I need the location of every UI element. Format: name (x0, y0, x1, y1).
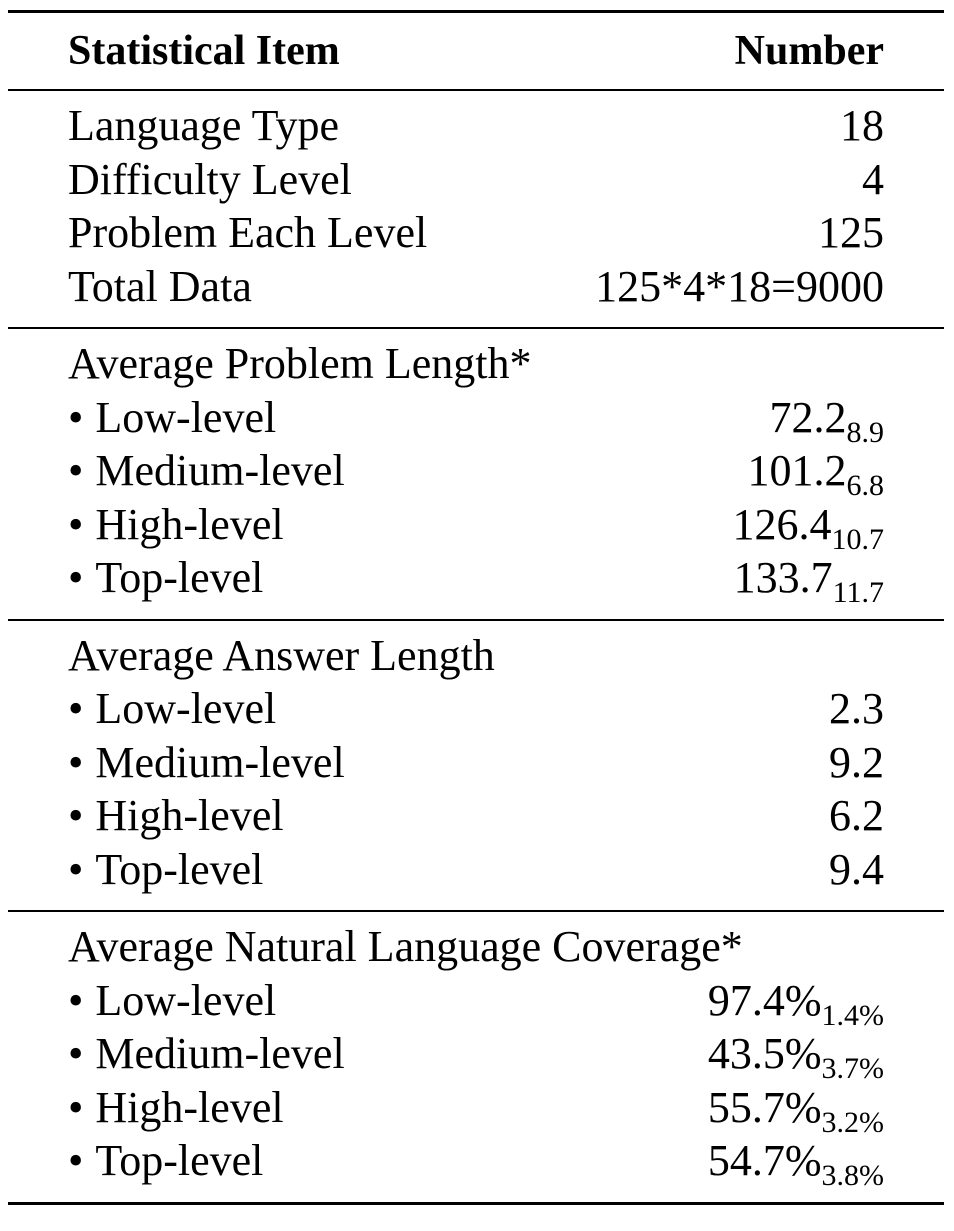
table-row (8, 498, 944, 556)
row-label: High-level (95, 499, 284, 549)
row-std: 8.9 (846, 415, 884, 449)
row-std: 3.7% (821, 1052, 884, 1085)
section-title-row (8, 920, 944, 974)
nl-coverage-section (8, 912, 944, 1202)
row-value: 126.4 (732, 499, 832, 549)
section-title-row (8, 629, 944, 683)
bullet: • (68, 392, 84, 442)
table-row (8, 1081, 944, 1139)
bullet: • (68, 791, 84, 840)
row-std: 6.8 (846, 469, 884, 502)
row-std: 11.7 (832, 576, 884, 609)
bullet: • (68, 499, 84, 549)
table-row (8, 153, 944, 207)
answer-length-section (8, 621, 944, 911)
row-label: Medium-level (95, 1029, 345, 1078)
row-label: Top-level (95, 553, 264, 602)
row-label: Top-level (95, 844, 264, 894)
row-label: Medium-level (95, 737, 345, 787)
bullet: • (68, 553, 84, 602)
row-label: High-level (95, 1082, 284, 1132)
table-row (8, 391, 944, 449)
row-label: Total Data (68, 261, 252, 311)
section-title: Average Answer Length (68, 630, 495, 680)
row-label: Low-level (95, 392, 277, 442)
row-label: Top-level (95, 1136, 264, 1185)
table-row (8, 1027, 944, 1085)
row-label: Low-level (95, 975, 277, 1025)
table-row (8, 260, 944, 314)
row-std: 3.2% (821, 1105, 884, 1139)
row-value: 72.2 (769, 392, 847, 442)
bullet: • (68, 844, 84, 894)
row-value: 97.4% (707, 975, 822, 1025)
row-value: 43.5% (707, 1029, 822, 1078)
table-row (8, 551, 944, 609)
table-row (8, 99, 944, 153)
table-row (8, 206, 944, 260)
row-value: 9.2 (829, 737, 884, 787)
table-row (8, 736, 944, 790)
bullet: • (68, 1029, 84, 1078)
table-row (8, 1134, 944, 1192)
bullet: • (68, 737, 84, 787)
row-std: 10.7 (831, 522, 884, 556)
table-row (8, 444, 944, 502)
row-std: 3.8% (821, 1159, 884, 1192)
bullet: • (68, 1082, 84, 1132)
table-row (8, 843, 944, 897)
row-value: 125 (818, 208, 884, 257)
row-value: 133.7 (733, 553, 833, 602)
table-row (8, 974, 944, 1032)
row-label: High-level (95, 791, 284, 840)
bottom-rule (8, 1202, 944, 1205)
problem-length-section (8, 329, 944, 619)
section-title-row (8, 337, 944, 391)
table-header (8, 13, 944, 89)
table-row (8, 789, 944, 843)
bullet: • (68, 975, 84, 1025)
bullet: • (68, 1136, 84, 1185)
statistics-table (8, 10, 944, 1205)
row-label: Medium-level (95, 446, 345, 495)
row-label: Problem Each Level (68, 208, 428, 257)
row-value: 54.7% (707, 1136, 822, 1185)
row-label: Low-level (95, 684, 277, 733)
bullet: • (68, 446, 84, 495)
row-value: 2.3 (829, 684, 884, 733)
row-value: 125*4*18=9000 (595, 261, 884, 311)
row-std: 1.4% (821, 998, 884, 1032)
row-value: 101.2 (747, 446, 847, 495)
row-value: 18 (840, 101, 884, 150)
row-value: 6.2 (829, 791, 884, 840)
row-label: Language Type (68, 101, 340, 150)
section-title: Average Natural Language Coverage* (68, 922, 743, 971)
bullet: • (68, 684, 84, 733)
table-row (8, 682, 944, 736)
section-title: Average Problem Length* (68, 339, 532, 388)
row-value: 4 (862, 154, 884, 204)
header-statistical-item: Statistical Item (68, 28, 340, 74)
row-value: 55.7% (707, 1082, 822, 1132)
row-label: Difficulty Level (68, 154, 352, 204)
general-section (8, 91, 944, 327)
header-number: Number (734, 28, 884, 74)
row-value: 9.4 (829, 844, 884, 894)
